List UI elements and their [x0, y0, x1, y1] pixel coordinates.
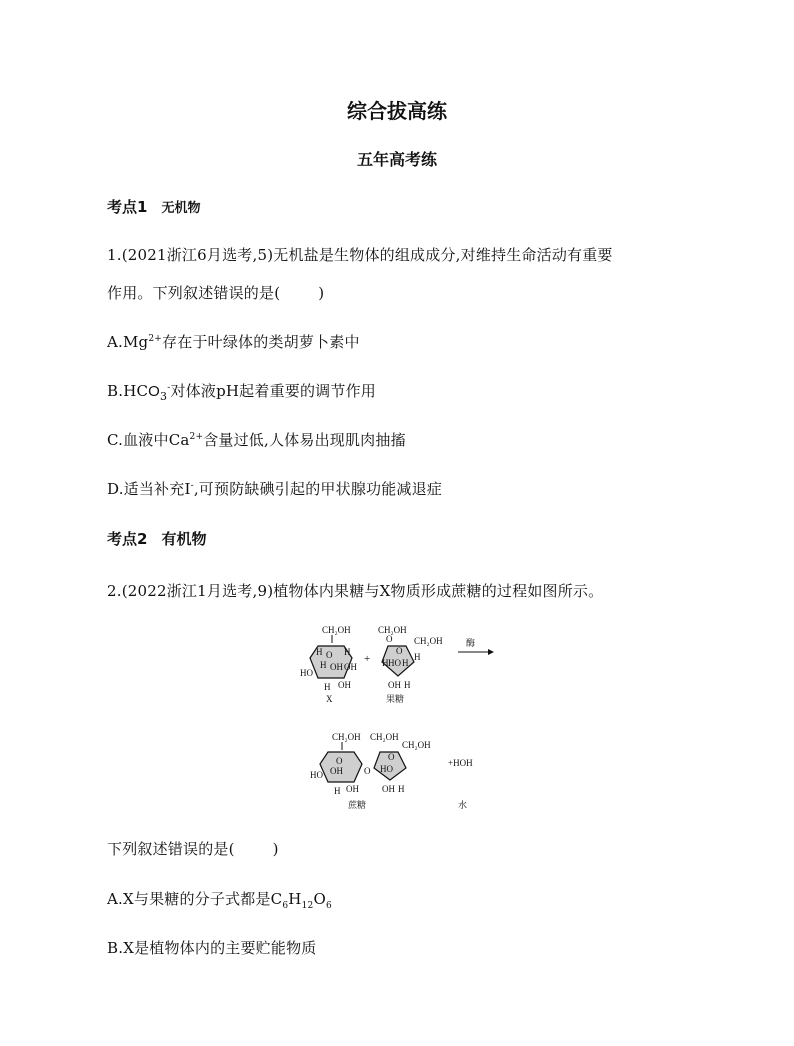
oh-label: OH [344, 662, 357, 672]
section-label: 考点1 [107, 198, 148, 216]
ch2oh-label: CH₂OH [402, 740, 431, 750]
enzyme-arrow [458, 637, 494, 655]
glucose-ring [300, 625, 357, 704]
subscript: 6 [282, 901, 289, 911]
fructose-ring [378, 625, 443, 704]
option-text: ,可预防缺碘引起的甲状腺功能减退症 [193, 480, 443, 498]
superscript: 2+ [148, 334, 163, 344]
h-label: H [324, 682, 331, 692]
label-x: X [326, 694, 333, 704]
question-2-option-b: B.X是植物体内的主要贮能物质 [107, 939, 317, 957]
o-label: O [386, 634, 393, 644]
sucrose-formation-diagram [298, 618, 518, 818]
stem-text: 下列叙述错误的是( [107, 840, 235, 858]
question-1-stem-line-1: 1.(2021浙江6月选考,5)无机盐是生物体的组成成分,对维持生命活动有重要 [107, 246, 613, 264]
question-1-option-d [107, 478, 442, 499]
o-label: O [364, 766, 371, 776]
h-label: H [382, 658, 389, 668]
label-fructose: 果糖 [386, 694, 405, 704]
oh-label: OH [330, 766, 343, 776]
oh-label: OH [388, 680, 401, 690]
oh-label: OH [346, 784, 359, 794]
question-1-option-b [107, 380, 376, 403]
o-label: O [336, 756, 343, 766]
section-topic: 有机物 [161, 530, 207, 548]
ch2oh-label: CH₂OH [370, 732, 399, 742]
h-label: H [344, 647, 351, 657]
option-text: D.适当补充I [107, 480, 191, 498]
question-2-stem: 2.(2022浙江1月选考,9)植物体内果糖与X物质形成蔗糖的过程如图所示。 [107, 582, 604, 600]
option-text: A.X与果糖的分子式都是C [107, 890, 283, 908]
o-label: O [326, 650, 333, 660]
formula-o: O [148, 383, 161, 400]
stem-paren: ) [272, 840, 279, 858]
ho-label: HO [388, 658, 401, 668]
h-label: H [334, 786, 341, 796]
option-text: 含量过低,人体易出现肌肉抽搐 [203, 431, 406, 449]
option-text: 对体液pH起着重要的调节作用 [170, 382, 376, 400]
oh-label: OH [338, 680, 351, 690]
formula-h: H [288, 890, 302, 908]
oh-label: OH [330, 662, 343, 672]
water-formula: +HOH [448, 758, 473, 768]
oh-label: OH [382, 784, 395, 794]
h-label: H [316, 647, 323, 657]
sucrose-rings [310, 732, 431, 810]
plus-sign: + [364, 653, 371, 665]
question-1-option-c [107, 429, 406, 450]
label-sucrose: 蔗糖 [348, 800, 367, 810]
option-text: 存在于叶绿体的类胡萝卜素中 [162, 333, 360, 351]
section-topic: 无机物 [161, 201, 201, 216]
ho-label: HO [310, 770, 323, 780]
stem-text: 作用。下列叙述错误的是( [107, 284, 281, 302]
formula-o: O [313, 890, 326, 908]
question-2-follow-up [107, 838, 279, 859]
question-1-option-a [107, 331, 360, 352]
option-text: A.Mg [107, 333, 149, 351]
superscript: 2+ [189, 432, 204, 442]
option-text: C.血液中Ca [107, 431, 190, 449]
h-label: H [404, 680, 411, 690]
h-label: H [402, 658, 409, 668]
ch2oh-label: CH₂OH [332, 732, 361, 742]
superscript: - [190, 481, 194, 491]
h-label: H [414, 652, 421, 662]
o-label: O [388, 752, 395, 762]
o-label: O [396, 646, 403, 656]
question-1-stem-line-2 [107, 282, 324, 303]
ho-label: HO [300, 668, 313, 678]
ch2oh-label: CH₂OH [414, 636, 443, 646]
section-heading-2 [107, 528, 206, 549]
section-label: 考点2 [107, 530, 148, 548]
superscript: - [167, 383, 171, 393]
ho-label: HO [380, 764, 393, 774]
ch2oh-label: CH₂OH [322, 625, 351, 635]
subscript: 12 [301, 901, 314, 911]
page-title: 综合拔高练 [347, 99, 447, 123]
stem-paren: ) [318, 284, 325, 302]
subscript: 3 [160, 390, 168, 403]
label-water: 水 [458, 800, 468, 810]
option-text: B.HC [107, 382, 149, 400]
enzyme-label: 酶 [466, 638, 476, 648]
question-2-option-a [107, 888, 332, 911]
h-label: H [320, 660, 327, 670]
subscript: 6 [325, 901, 332, 911]
section-heading-1 [107, 196, 200, 217]
page-subtitle: 五年高考练 [356, 150, 437, 169]
h-label: H [398, 784, 405, 794]
ch2oh-label: CH₂OH [378, 625, 407, 635]
